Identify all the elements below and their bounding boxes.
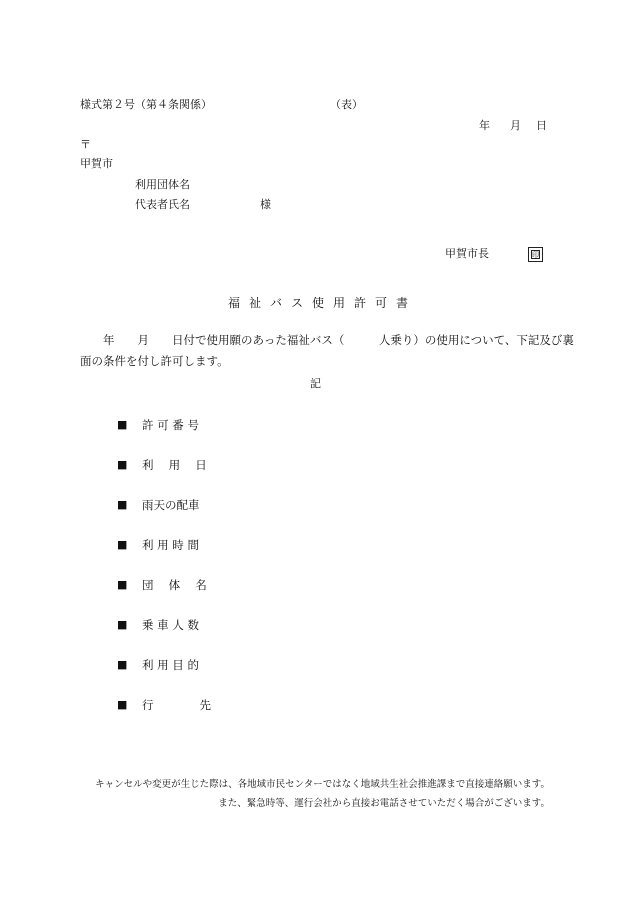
item-bullet-icon: ■ bbox=[117, 418, 128, 431]
issuer-name: 甲賀市長 bbox=[445, 247, 489, 260]
document-title: 福祉バス使用許可書 bbox=[228, 296, 418, 310]
representative-name-label: 代表者氏名 bbox=[135, 198, 190, 211]
date-day: 日 bbox=[536, 119, 547, 132]
body-text bbox=[80, 330, 574, 372]
item-bullet-icon: ■ bbox=[117, 498, 128, 511]
item-rain-dispatch: 雨天の配車 bbox=[142, 498, 200, 512]
ki-heading: 記 bbox=[310, 377, 321, 390]
item-bullet-icon: ■ bbox=[117, 658, 128, 671]
item-bullet-icon: ■ bbox=[117, 578, 128, 591]
item-destination: 行 先 bbox=[142, 698, 211, 712]
item-usage-time: 利 用 時 間 bbox=[142, 538, 199, 552]
item-bullet-icon: ■ bbox=[117, 698, 128, 711]
date-month: 月 bbox=[510, 119, 521, 132]
item-passenger-count: 乗 車 人 数 bbox=[142, 618, 199, 632]
postal-mark: 〒 bbox=[80, 138, 91, 151]
item-usage-date: 利 用 日 bbox=[142, 458, 207, 472]
note-cancellation: キャンセルや変更が生じた際は、各地域市民センターではなく地域共生社会推進課まで直接連絡願います。 bbox=[95, 779, 550, 790]
body-line-1: 年 月 日付で使用願のあった福祉バス（ 人乗り）の使用について、下記及び裏 bbox=[80, 333, 574, 347]
honorific: 様 bbox=[260, 198, 271, 211]
item-bullet-icon: ■ bbox=[117, 618, 128, 631]
city-name: 甲賀市 bbox=[80, 157, 113, 170]
item-permit-number: 許 可 番 号 bbox=[142, 418, 199, 432]
organization-name-label: 利用団体名 bbox=[135, 178, 190, 191]
item-purpose: 利 用 目 的 bbox=[142, 658, 199, 672]
body-line-2: 面の条件を付し許可します。 bbox=[80, 354, 229, 368]
item-group-name: 団 体 名 bbox=[142, 578, 207, 592]
front-side-label: （表） bbox=[330, 98, 363, 111]
date-year: 年 bbox=[479, 119, 490, 132]
seal-icon: 印 bbox=[528, 247, 543, 262]
item-bullet-icon: ■ bbox=[117, 458, 128, 471]
note-emergency: また、緊急時等、運行会社から直接お電話させていただく場合がございます。 bbox=[218, 798, 550, 809]
form-number-label: 様式第２号（第４条関係） bbox=[80, 98, 212, 111]
item-bullet-icon: ■ bbox=[117, 538, 128, 551]
